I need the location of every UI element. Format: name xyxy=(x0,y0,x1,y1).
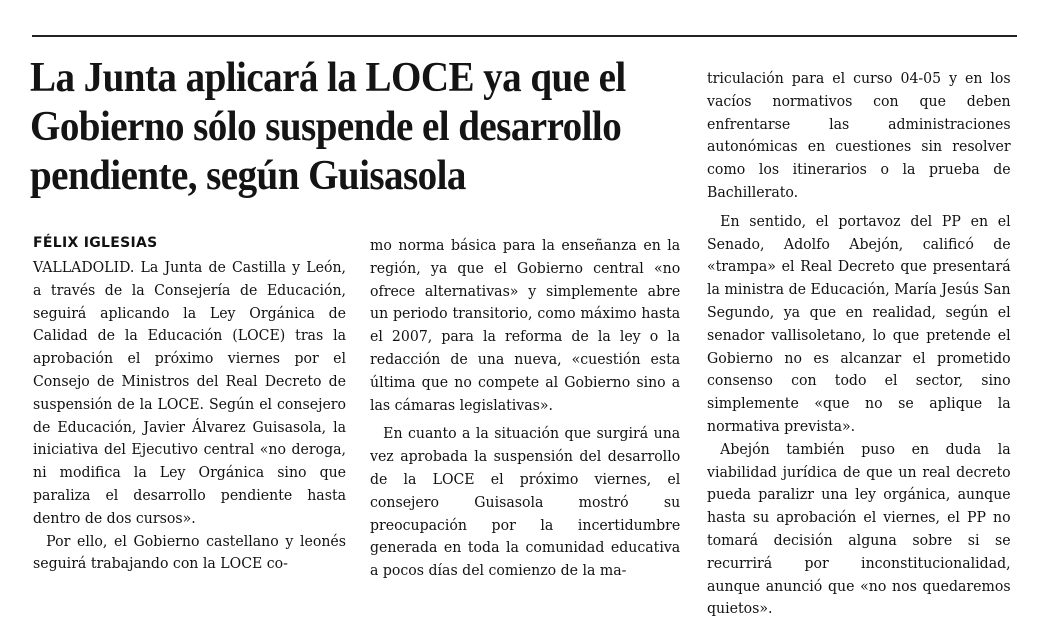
paragraph: Por ello, el Gobierno castellano y leonés seguirá trabajando con la LOCE co- xyxy=(33,531,347,573)
paragraph: mo norma básica para la enseñanza en la región, ya que el Gobierno central «no ofrece alternativas» y simplemente abre un periodo transitorio, como máximo hasta el 2007, para la reforma de la ley o la redacción de una nueva, «cuestión esta última que no compete al Gobierno sino a las cámaras legislativas». xyxy=(370,236,681,414)
paragraph: En sentido, el portavoz del PP en el Senado, Adolfo Abejón, calificó de «trampa» el Real Decreto que presentará la ministra de Educación, María Jesús San Segundo, ya que en realidad, según el senador vallisoletano, lo que pretende el Gobierno no es alcanzar el prometido consenso con todo el sector, sino simplemente «que no se aplique la normativa prevista». xyxy=(707,211,1011,435)
byline: FÉLIX IGLESIAS xyxy=(33,235,158,251)
paragraph: Abejón también puso en duda la viabilidad jurídica de que un real decreto pueda paralizr una ley orgánica, aunque hasta su aprobación el viernes, el PP no tomará decisión alguna sobre si se recurrirá por inconstitucionalidad, aunque anunció que «no nos quedaremos quietos». xyxy=(707,439,1011,618)
paragraph: En cuanto a la situación que surgirá una vez aprobada la suspensión del desarrollo de la LOCE el próximo viernes, el consejero Guisasola mostró su preocupación por la incertidumbre generada en toda la comunidad educativa a pocos días del comienzo de la ma- xyxy=(370,424,681,580)
column-2 xyxy=(370,234,680,582)
paragraph: VALLADOLID. La Junta de Castilla y León, a través de la Consejería de Educación, seguirá aplicando la Ley Orgánica de Calidad de la Educación (LOCE) tras la aprobación el próximo viernes por el Consejo de Ministros del Real Decreto de suspensión de la LOCE. Según el consejero de Educación, Javier Álvarez Guisasola, la iniciativa del Ejecutivo central «no deroga, ni modifica la Ley Orgánica sino que paraliza el desarrollo pendiente hasta dentro de dos cursos». xyxy=(33,258,347,527)
column-3 xyxy=(707,67,1011,620)
column-1 xyxy=(33,256,346,575)
headline: La Junta aplicará la LOCE ya que el Gobierno sólo suspende el desarrollo pendiente, según Guisasola xyxy=(30,55,626,199)
top-rule xyxy=(32,35,1017,37)
paragraph: triculación para el curso 04-05 y en los vacíos normativos con que deben enfrentarse las administraciones autonómicas en cuestiones sin resolver como los itinerarios o la prueba de Bachillerato. xyxy=(707,69,1011,201)
